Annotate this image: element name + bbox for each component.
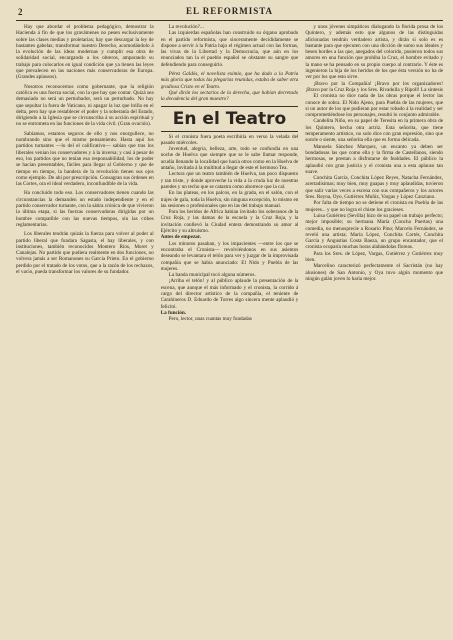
paragraph: Pero, lector, unas cuantas muy fundadas <box>168 316 252 323</box>
paragraph: Por falta de tiempo no se detiene el cronista en Puebla de las mujeres... y que no logra el chiste los gracieses. <box>305 200 444 213</box>
paragraph: Luisa Gutiérrez (Sevilla) hizo de su papel un trabajo perfecto; mejor imposible; su hermana María (Concha Puertas) una comedia, no menosprecie a Rosario Pino; Marcelo Fernández, se reveló una artista; María López, Conchita Cortés, Conchita García y Angustias Costa Baeza, un grupo encantador, que el cronista ocuparía muchas horas alabándolas floreas. <box>305 212 444 251</box>
paragraph: La revolución?... <box>168 24 204 30</box>
paragraph: Los minutos pasaban, y los impacientes —entre los que se encontraba el Cronista— revolviéndonos en sus asientos deseando se levantara el telón para ver y juzgar de la improvisada compañía que se había anunciado: El Nido y Puebla de las mujeres. <box>160 240 299 272</box>
paragraph: El cronista no dice nada de las obras porque el lector las conoce de sobra. El Nido Ajeno, para Puebla de las mujeres, que si un autor de los que pudieran por estar robado á la realidad y ser comprometiéndose los personajes, resultó lo conjunto admirable. <box>305 93 444 119</box>
paragraph: Ha concluido todo eso. Los conservadores tienen cuando las circunstancias la demanden un estado independiente y en el partido conservador turnante, con la sátira crónica de que vivieron la última etapa, si las fuerzas conservadoras dirigidas por un hombre compatible con las nuevas tiempos, sin las cribes reglamentarias. <box>16 190 154 228</box>
paragraph: Manuela Sánchez Marquez, un encanto ya deben ser bondadosas las que como ella y la firma de Castellanos, siendo hermosas, se prestan a disfrutarse de fealdades. El público la aplaudió con gran justicia y el cronista una a esta aplauso tan suave. <box>305 143 444 175</box>
column-3 <box>305 24 443 636</box>
page-header <box>16 6 443 21</box>
paragraph: Los liberales tendrán quizás la fuerza para volver al poder al partido liberal que fundara Sagasta, el hay liberales, y con instituciones, también reconocidos Montero Ríos, Moret y Canalejas. No partido que pudiera realmente en dos funciones, no volvera jamás a ser Romanones su Garcia Prieto. En el gobierno perdido por el tratado de los votos, que a la razón de los rechazos, el vacio, pueda transformar los valores de su fundador. <box>16 231 154 275</box>
paragraph: ¡Bravo por la Compañía! ¡Bravo por los organizadores! ¡Bravo por la Cruz Roja y los Sres. Rivadulla y Ripoll! La síntesis <box>305 80 444 93</box>
paragraph: Conchita García, Conchita López Reyes, Natacha Fernández, acertadísimas; muy bien, muy guapas y muy aplaudidas, tuvieron que salir varias veces a escena con sus compañeros y los actores Sres. Reyna, Oyo, Gutiérrez Muñiz, Vargas y López Canziano. <box>305 175 444 201</box>
paragraph: Las izquierdas españolas han construido su órgano aprobado en el partido reformista, que sinceramente decididamente se dispone a servir á la Patria bajo el régimen actual con las formas, las vivas de la Libertad y la Democracia, que aún en los enunciados tan la el pueblo español se obstante su sangre que defendiendo para conseguirlo. <box>160 30 299 68</box>
column-2 <box>161 24 299 636</box>
paragraph: Para los Sres. de López, Vargas, Gutiérrez y Gutiérrez muy bien. <box>305 250 444 263</box>
paragraph: Si el cronista fuera poeta escribiría en verso la velada del pasado miércoles. <box>160 133 299 146</box>
paragraph: La banda municipal tocó alguna números. <box>168 272 256 279</box>
column-1 <box>16 24 154 636</box>
paragraph: En las plateas, en los palcos, en la grada, en el salón, con el trajes de gala, toda la Huelva, sin ninguna excepción, lo mismo en las sesiones o profesionales que en las del trabajo manual. <box>160 190 299 209</box>
paragraph: Sabíamos, estamos seguros de ello y nos enorgullece, no nombrando sino que el mismo pensamiento. Hasta aquí los partidos turnantes —lo del el calificativo— sabían que tras los liberales venían los conservadores y á la inversa; y casi á pesar de eso, los partidos que no tenían esa responsabilidad, los de poder se hacían presentables, fáciles para llegar al Gobierno y que de tiempo en tiempo, la bandera de la revolución tienen sus ojos como ejemplo. De ahí por prescripción. Consagran sus órdenes en las Cortes, ora el ideal verdadero, inconfundible de la vida. <box>16 130 154 188</box>
subheading: La función. <box>160 309 187 316</box>
paragraph: ¡Arriba el telón! y al público aplaude la presentación de la escena, que aunque el más informado y el cronista, la corrido á cargo del director artístico de la compañía, el teniente de Carabineros D. Eduardo de Torres algo sincera mente aplaudió y felicitó. <box>160 278 299 310</box>
paragraph: Juventud, alegría, belleza, arte, todo se confundía en una noche de Huelva que siempre que se le sabe llamar responde, acudía llenando la localidad que hacía otros como en la Huelva de antaño, invitada á la multitud a llegar de este el hermoso Tea. <box>160 146 299 172</box>
page-number: 2 <box>18 7 23 17</box>
masthead: EL REFORMISTA <box>185 6 274 16</box>
paragraph: Para los heridos de Africa habían invitado los soberanos de la Cruz Roja, y las damas de la escuela y la Cruz Roja, y la invitación conllevó la Ciudad entera demostrando su amor al Ejército y su altruismo. <box>160 209 299 235</box>
paragraph: Candelita Niño, en su papel de Teresita en la primera obra de los Quintero, hecha otra actriz. Esta señorita, que tiene temperamento artístico, no solo dice con gran espresión, sino que sonríe o siente, una señorita ella que es forma delicada. <box>305 118 444 144</box>
paragraph: Lectora que un teatro también de Huelva, tan poco dispuesto y tan triste, y donde aproveche la vida a la cruda luz de nuestras paredes y un techo que se catastra como aborrece que la cal. <box>160 171 299 190</box>
section-title: En el Teatro <box>161 106 299 132</box>
paragraph: Nosotros reconocemos como gobernante, que la religión católica es una fuerza social, con la que hay que contar. Quizá sea demasiado no será un perturbador, será un perturbado. No hay que sepultar la fuera de Vaticano, ni apagar la luz que brilla en el delta, pero hay que restablecer el poder y la soberanía del Estado, dirigiendo a la Iglesia que se circunscriba á su acción espiritual y no se entrometa en las funciones de la vida civil. (Gran ovación). <box>16 83 154 128</box>
paragraph: Qué dirán los sectarios de la derecha, que habían decretado la decadencia del gran maestro? <box>160 89 299 103</box>
paragraph: Hay que abordar el problema pedagógico, demostrar la Hacienda á fin de que los gravámenes no pesen esclusivamente sobre las clases medias y proletarias; hay que descargar la ley de bastantes gabelas; transformar nuestro Derecho, acomodándolo á la evolución de las ideas modernas y cumplir esa obra de solidaridad social, encargando a los obreros, amparando su trabajo para colocarlos en igual condición que ya tienen las leyes que prevalecen en las naciones más conservadoras de Europa. (Grandes aplausos). <box>16 24 154 81</box>
paragraph: Marcelino caracterizó perfectamente el Sacristán (no hay alusiones) de San Antonio, y Oya tuvo algún momento que ningún galán joven lo haría mejor. <box>305 263 444 282</box>
paragraph: y unos jóvenes simpáticos dialogando la florida prosa de los Quintero, y además esto que algunos de las distinguidas aficionadas tendrán verdadero artista, y dirán si solo es es bastante para que ejecuten con una dicción de sumo sus ideales y besen bordes a las que, anegados del colorido, pusieron todos sus amores en una función que prohiba la Cruz, el hombre evitado y la mano se ha pensado en su propio cuerpo al contrario. Y éste es ingenieron la hija de los heridos de los que ésta versión no ha de ver por los que esto sirve. <box>305 24 444 81</box>
paragraph: Pérez Galdós, el novelista eximio, que ha dado a la Patria más gloria que todas las plegarias reunidas, estaba de saber otra gradiosa Cristo en el Teatro. <box>160 71 299 90</box>
subheading: Antes de empezar. <box>160 234 201 241</box>
